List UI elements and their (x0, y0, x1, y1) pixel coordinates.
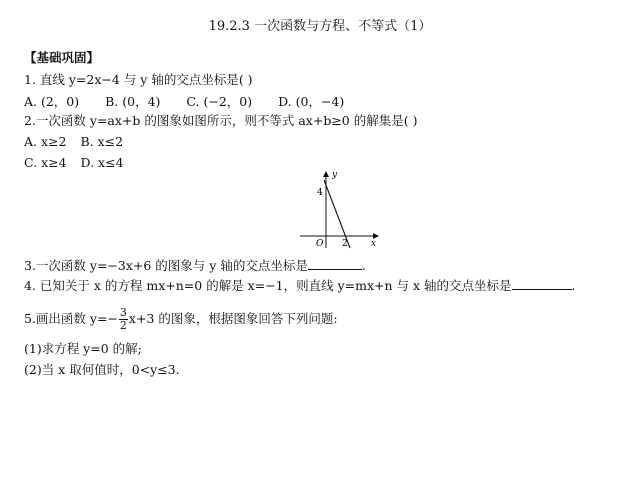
x-axis-label: x (371, 239, 377, 249)
q2-option-a: A. x≥2 (24, 134, 67, 149)
q1-option-c: C. (−2，0) (186, 94, 253, 109)
q2-option-c: C. x≥4 (24, 155, 67, 170)
section-heading: 【基础巩固】 (24, 50, 100, 65)
fraction-denominator: 2 (119, 319, 127, 332)
question-2-options-row1 (24, 134, 145, 149)
question-3 (24, 258, 366, 274)
question-4-text: 4. 已知关于 x 的方程 mx+n=0 的解是 x=−1，则直线 y=mx+n 与 x 轴的交点坐标是 (24, 278, 512, 293)
question-5 (24, 305, 338, 333)
q2-option-b: B. x≤2 (80, 134, 124, 149)
origin-label: O (316, 239, 324, 249)
question-5-part-2: (2)当 x 取何值时，0<y≤3. (24, 362, 180, 377)
y-intercept-label: 4 (317, 188, 323, 198)
answer-blank (308, 269, 362, 270)
question-5-part-1: (1)求方程 y=0 的解; (24, 341, 142, 356)
q1-option-b: B. (0，4) (105, 94, 161, 109)
page-title: 19.2.3 一次函数与方程、不等式（1） (208, 19, 432, 34)
question-5-prefix: 5.画出函数 y=− (24, 311, 118, 326)
fraction-numerator: 3 (119, 306, 127, 319)
question-2-options-row2 (24, 155, 146, 170)
function-graph (300, 168, 390, 250)
question-1-options (24, 92, 366, 110)
question-3-text: 3.一次函数 y=−3x+6 的图象与 y 轴的交点坐标是 (24, 258, 308, 273)
question-3-end: . (361, 258, 366, 273)
question-4-end: . (571, 278, 576, 293)
answer-blank (512, 289, 572, 290)
fraction (119, 307, 128, 332)
q1-option-d: D. (0，−4) (278, 94, 345, 109)
question-5-suffix: x+3 的图象，根据图象回答下列问题: (128, 311, 338, 326)
q1-option-a: A. (2，0) (24, 94, 80, 109)
q2-option-d: D. x≤4 (80, 155, 124, 170)
question-1: 1. 直线 y=2x−4 与 y 轴的交点坐标是( ) (24, 72, 253, 87)
question-2: 2.一次函数 y=ax+b 的图象如图所示，则不等式 ax+b≥0 的解集是( ) (24, 113, 418, 128)
function-line (324, 180, 350, 248)
y-axis-label: y (332, 170, 338, 180)
x-intercept-label: 2 (342, 239, 348, 249)
question-4 (24, 278, 576, 294)
